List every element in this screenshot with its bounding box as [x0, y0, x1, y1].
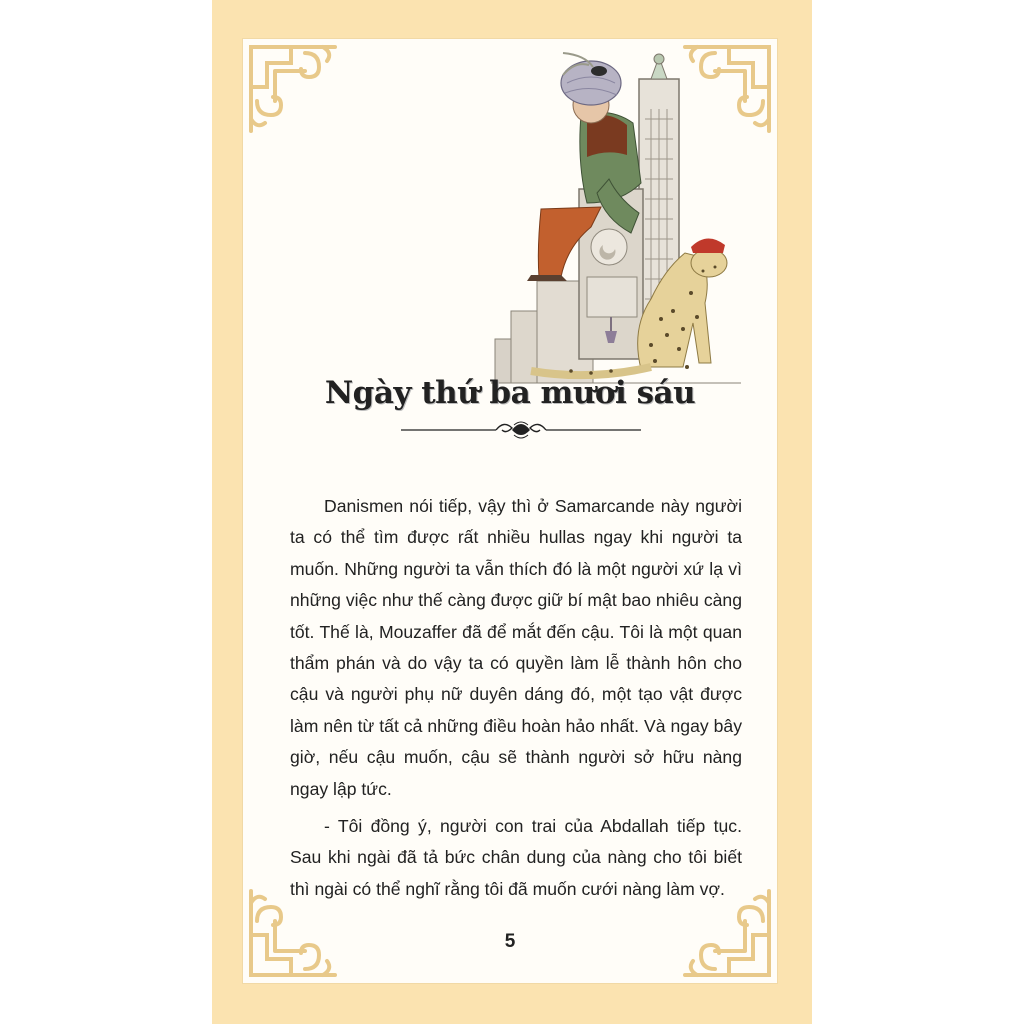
chapter-title: Ngày thứ ba mươi sáu: [324, 375, 696, 411]
page-content-area: [242, 38, 778, 984]
chapter-illustration: [491, 49, 741, 387]
paragraph: Danismen nói tiếp, vậy thì ở Samarcande này người ta có thể tìm được rất nhiều hullas ngay khi người ta muốn. Những người ta vẫn thích đó là một người xứ lạ vì những việc như thế càng được giữ bí mật bao nhiêu càng tốt. Thế là, Mouzaffer đã để mắt đến cậu. Tôi là một quan thẩm phán và do vậy ta có quyền làm lễ thành hôn cho cậu và người phụ nữ duyên dáng đó, một tạo vật được làm nên từ tất cả những điều hoàn hảo nhất. Và ngay bây giờ, nếu cậu muốn, cậu sẽ thành người sở hữu nàng ngay lập tức.: [290, 496, 742, 799]
title-flourish-ornament: [401, 419, 641, 441]
sultan-throne-cheetah-illustration: [491, 49, 741, 387]
paragraph: - Tôi đồng ý, người con trai của Abdallah tiếp tục. Sau khi ngài đã tả bức chân dung của nàng cho tôi biết thì ngài có thể nghĩ rằng tôi đã muốn cưới nàng làm vợ.: [290, 816, 742, 899]
body-text: [290, 491, 742, 911]
corner-ornament-top-left: [245, 41, 341, 137]
page-number: 5: [504, 931, 516, 952]
book-page: [212, 0, 812, 1024]
